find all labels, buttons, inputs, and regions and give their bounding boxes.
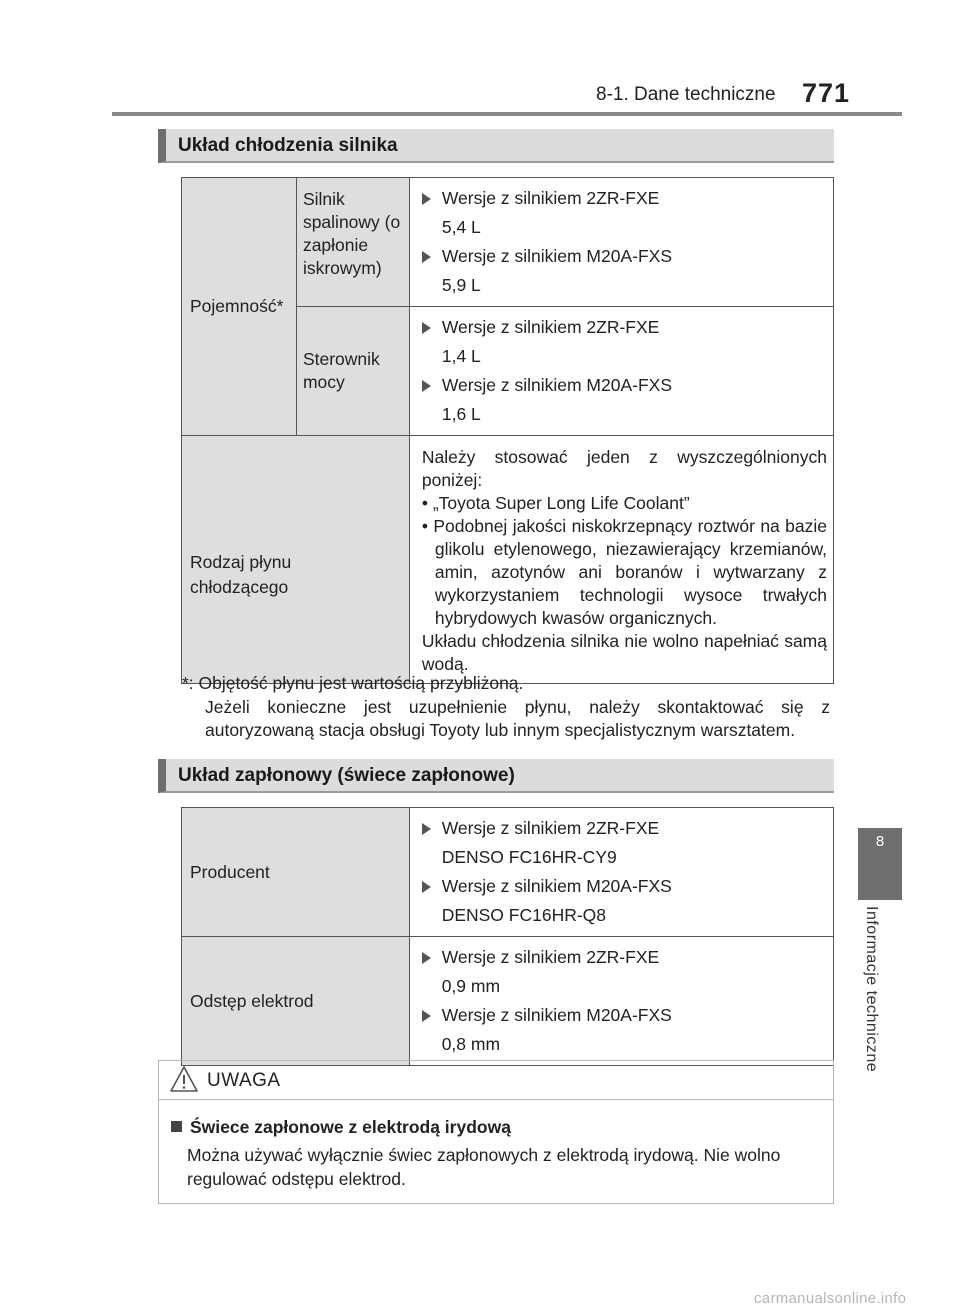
footnote-line-1: *: Objętość płynu jest wartością przybliżoną. xyxy=(182,673,524,693)
chapter-label-container xyxy=(862,906,898,1106)
list-item: Wersje z silnikiem M20A-FXS xyxy=(422,872,825,901)
coolant-intro: Należy stosować jeden z wyszczególnionych poniżej: xyxy=(421,447,827,490)
arrow-right-icon xyxy=(422,322,431,334)
producer-label: Producent xyxy=(182,808,410,937)
caution-body: Można używać wyłącznie świec zapłonowych z elektrodą irydową. Nie wolno regulować odstępu elektrod. xyxy=(187,1145,781,1189)
footnote xyxy=(182,672,830,743)
square-bullet-icon xyxy=(171,1121,182,1132)
header-divider xyxy=(112,112,902,116)
caution-heading: Świece zapłonowe z elektrodą irydową xyxy=(171,1117,511,1138)
value-text: 1,4 L xyxy=(441,346,481,366)
value-text: 5,9 L xyxy=(441,275,481,295)
list-item: Wersje z silnikiem 2ZR-FXE xyxy=(422,313,825,342)
list-item: Wersje z silnikiem M20A-FXS xyxy=(422,371,825,400)
gap-label: Odstęp elektrod xyxy=(182,937,410,1066)
inverter-values xyxy=(409,307,833,436)
watermark: carmanualsonline.info xyxy=(754,1290,907,1307)
coolant-option-1: • „Toyota Super Long Life Coolant” xyxy=(421,493,690,513)
chapter-tab xyxy=(858,828,902,900)
caution-title-bar xyxy=(159,1061,833,1100)
value-text: DENSO FC16HR-Q8 xyxy=(441,905,607,925)
list-item: Wersje z silnikiem 2ZR-FXE xyxy=(422,184,825,213)
list-item: Wersje z silnikiem 2ZR-FXE xyxy=(422,814,825,843)
ignition-table xyxy=(181,807,834,1066)
capacity-label: Pojemność* xyxy=(182,178,297,436)
value-text: 1,6 L xyxy=(441,404,481,424)
table-row xyxy=(182,937,834,1066)
arrow-right-icon xyxy=(422,823,431,835)
value-text: 0,8 mm xyxy=(441,1034,501,1054)
gap-values xyxy=(409,937,833,1066)
table-row xyxy=(182,808,834,937)
engine-values xyxy=(409,178,833,307)
footnote-line-2: Jeżeli konieczne jest uzupełnienie płynu, należy skontaktować się z autoryzowaną stacja obsługi Toyoty lub innym specjalistycznym warsztatem. xyxy=(205,696,830,740)
caution-title: UWAGA xyxy=(207,1070,281,1091)
inverter-label: Sterownik mocy xyxy=(296,307,409,436)
ignition-section-header xyxy=(158,759,834,793)
engine-label: Silnik spalinowy (o zapłonie iskrowym) xyxy=(296,178,409,307)
section-title: 8-1. Dane techniczne xyxy=(596,84,776,105)
arrow-right-icon xyxy=(422,251,431,263)
page-number: 771 xyxy=(802,78,851,108)
list-item: Wersje z silnikiem M20A-FXS xyxy=(422,1001,825,1030)
list-item: Wersje z silnikiem M20A-FXS xyxy=(422,242,825,271)
arrow-right-icon xyxy=(422,881,431,893)
arrow-right-icon xyxy=(422,380,431,392)
ignition-section-title: Układ zapłonowy (świece zapłonowe) xyxy=(178,765,515,786)
cooling-section-header xyxy=(158,129,834,163)
warning-triangle-icon xyxy=(169,1065,199,1093)
list-item: Wersje z silnikiem 2ZR-FXE xyxy=(422,943,825,972)
chapter-number: 8 xyxy=(875,833,885,850)
coolant-values xyxy=(409,436,833,684)
table-row xyxy=(182,436,834,684)
chapter-label: Informacje techniczne xyxy=(863,906,880,1073)
coolant-option-2: • Podobnej jakości niskokrzepnący roztwór na bazie glikolu etylenowego, niezawierający krzemianów, amin, azotynów ani boranów i wytwarzany z wykorzystaniem technologii wysoce trwałych hybrydowych kwasów organicznych. xyxy=(421,516,827,628)
coolant-warning: Układu chłodzenia silnika nie wolno napełniać samą wodą. xyxy=(421,631,827,674)
value-text: 5,4 L xyxy=(441,217,481,237)
producer-values xyxy=(409,808,833,937)
cooling-section-title: Układ chłodzenia silnika xyxy=(178,135,398,156)
caution-box xyxy=(158,1060,834,1204)
table-row xyxy=(182,178,834,307)
arrow-right-icon xyxy=(422,193,431,205)
cooling-table xyxy=(181,177,834,684)
value-text: 0,9 mm xyxy=(441,976,501,996)
coolant-label: Rodzaj płynu chłodzącego xyxy=(182,436,410,684)
value-text: DENSO FC16HR-CY9 xyxy=(441,847,617,867)
arrow-right-icon xyxy=(422,952,431,964)
arrow-right-icon xyxy=(422,1010,431,1022)
